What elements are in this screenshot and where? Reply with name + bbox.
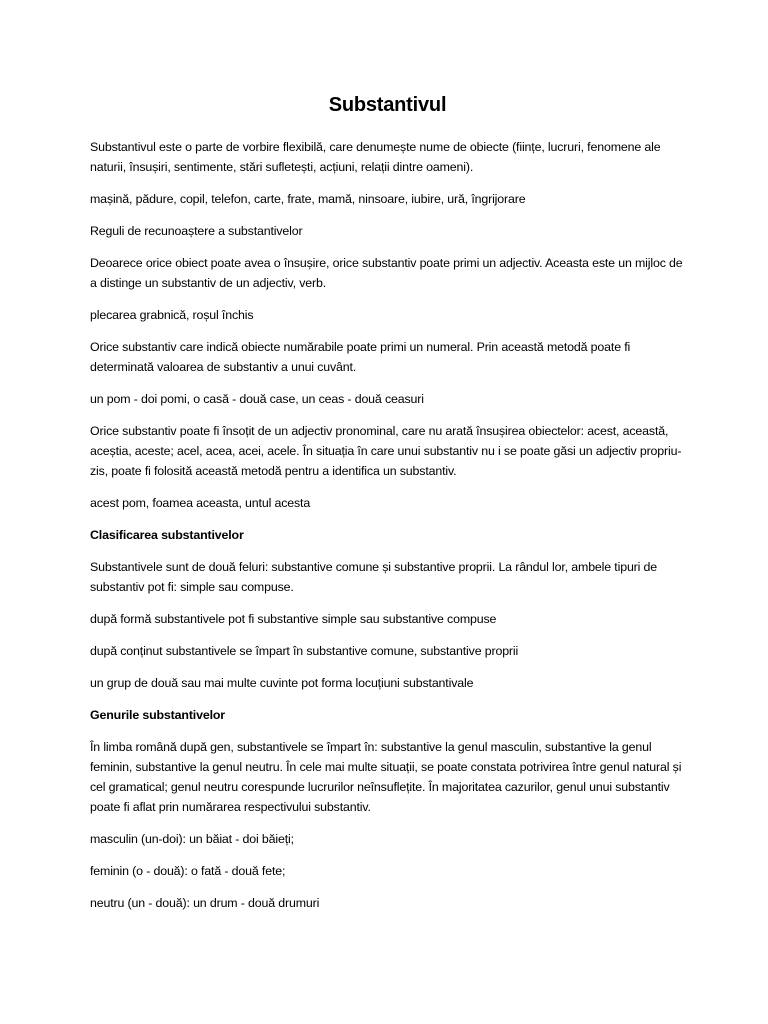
paragraph-numeral-rule: Orice substantiv care indică obiecte numărabile poate primi un numeral. Prin această metodă poate fi determinată valoarea de substantiv a unui cuvânt. [90,340,631,374]
paragraph-adjective-examples: plecarea grabnică, roșul închis [90,308,254,322]
paragraph-classification: Substantivele sunt de două feluri: substantive comune și substantive proprii. La rândul lor, ambele tipuri de substantiv pot fi: simple sau compuse. [90,560,658,594]
document-title: Substantivul [328,94,447,116]
document-page [90,92,685,925]
paragraph-content: după conținut substantivele se împart în substantive comune, substantive proprii [90,644,519,658]
paragraph-definition: Substantivul este o parte de vorbire flexibilă, care denumește nume de obiecte (ființe, lucruri, fenomene ale naturii, însușiri, sentimente, stări sufletești, acțiuni, relații dintre oameni). [90,140,661,174]
paragraph-genders: În limba română după gen, substantivele se împart în: substantive la genul masculin, substantive la genul feminin, substantive la genul neutru. În cele mai multe situații, se poate constata potrivirea între genul natural și cel gramatical; genul neutru corespunde lucrurilor neînsuflețite. În majoritatea cazurilor, genul unui substantiv poate fi aflat prin numărarea respectivului substantiv. [90,740,682,814]
heading-genders: Genurile substantivelor [90,708,225,722]
paragraph-locutions: un grup de două sau mai multe cuvinte pot forma locuțiuni substantivale [90,676,474,690]
paragraph-masculine: masculin (un-doi): un băiat - doi băieți; [90,832,294,846]
paragraph-neuter: neutru (un - două): un drum - două drumuri [90,896,320,910]
paragraph-form: după formă substantivele pot fi substantive simple sau substantive compuse [90,612,497,626]
paragraph-rules-heading: Reguli de recunoaștere a substantivelor [90,224,303,238]
paragraph-feminine: feminin (o - două): o fată - două fete; [90,864,286,878]
paragraph-examples: mașină, pădure, copil, telefon, carte, frate, mamă, ninsoare, iubire, ură, îngrijorare [90,192,526,206]
paragraph-numeral-examples: un pom - doi pomi, o casă - două case, un ceas - două ceasuri [90,392,424,406]
paragraph-pronominal-rule: Orice substantiv poate fi însoțit de un adjectiv pronominal, care nu arată însușirea obiectelor: acest, această, aceștia, aceste; acel, acea, acei, acele. În situația în care unui substantiv nu i se poate găsi un adjectiv propriu-zis, poate fi folosită această metodă pentru a identifica un substantiv. [90,424,682,478]
heading-classification: Clasificarea substantivelor [90,528,244,542]
paragraph-adjective-rule: Deoarece orice obiect poate avea o însușire, orice substantiv poate primi un adjectiv. Aceasta este un mijloc de a distinge un substantiv de un adjectiv, verb. [90,256,683,290]
paragraph-pronominal-examples: acest pom, foamea aceasta, untul acesta [90,496,311,510]
